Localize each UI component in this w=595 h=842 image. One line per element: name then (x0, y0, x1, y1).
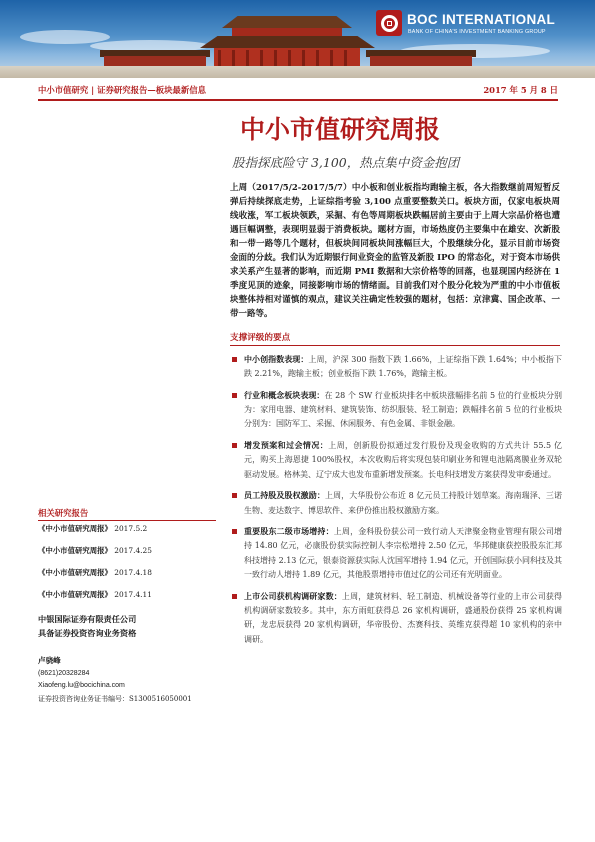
analyst-contact (38, 668, 125, 692)
certificate-number: 证券投资咨询业务证书编号：S1300516050001 (38, 695, 192, 703)
related-report-date: 2017.4.11 (114, 590, 152, 600)
key-points-divider (230, 345, 560, 346)
key-points-list (230, 352, 562, 653)
header-banner-image (0, 0, 595, 78)
related-report-item[interactable] (38, 546, 152, 556)
key-points-heading: 支撑评级的要点 (230, 333, 291, 343)
brand-subtitle: BANK OF CHINA'S INVESTMENT BANKING GROUP (408, 29, 546, 35)
related-report-date: 2017.4.25 (114, 546, 152, 556)
related-report-item[interactable] (38, 590, 152, 600)
key-point-item (230, 524, 562, 582)
square-bullet-icon (232, 357, 237, 362)
related-report-title: 《中小市值研究周报》 (38, 568, 112, 578)
square-bullet-icon (232, 493, 237, 498)
related-report-item[interactable] (38, 568, 152, 578)
analyst-email[interactable]: Xiaofeng.lu@bocichina.com (38, 681, 125, 689)
company-qualification: 具备证券投资咨询业务资格 (38, 628, 137, 638)
related-reports-divider (38, 520, 216, 521)
related-report-date: 2017.4.18 (114, 568, 152, 578)
key-point-item (230, 438, 562, 482)
square-bullet-icon (232, 443, 237, 448)
square-bullet-icon (232, 594, 237, 599)
related-report-item[interactable] (38, 524, 152, 534)
report-subtitle: 股指探底险守 3,100，热点集中资金抱团 (232, 155, 460, 170)
key-point-item (230, 488, 562, 518)
key-point-text: 在 28 个 SW 行业板块排名中板块涨幅排名前 5 位的行业板块分别为：家用电器、建筑材料、建筑装饰、纺织服装、轻工制造；跌幅排名前 5 位的行业板块分别为：国防军工、采掘、休闲服务、有色金属、非银金融。 (244, 390, 562, 429)
header-divider (38, 99, 558, 101)
key-point-item (230, 388, 562, 432)
related-report-title: 《中小市值研究周报》 (38, 524, 112, 533)
report-title: 中小市值研究周报 (240, 115, 441, 144)
analyst-name: 卢骁峰 (38, 656, 61, 665)
key-point-lead: 行业和概念板块表现： (244, 389, 325, 400)
report-date: 2017 年 5 月 8 日 (483, 85, 558, 95)
key-point-lead: 重要股东二级市场增持： (244, 526, 334, 537)
key-point-item (230, 352, 562, 382)
brand-name: BOC INTERNATIONAL (407, 12, 556, 27)
key-point-lead: 上市公司获机构调研家数： (244, 590, 342, 601)
key-point-text: 上周，建筑材料、轻工制造、机械设备等行业的上市公司获得机构调研家数较多。其中，东方雨虹获得总 26 家机构调研，盛通股份获得 25 家机构调研，龙忠辰获得 20 家机构调研，华帝股份、杰赛科技、英维克获得超 10 家机构的亲中调研。 (244, 591, 563, 644)
square-bullet-icon (232, 529, 237, 534)
company-name: 中银国际证券有限责任公司 (38, 614, 137, 624)
related-report-title: 《中小市值研究周报》 (38, 546, 112, 556)
related-report-date: 2017.5.2 (114, 524, 148, 533)
square-bullet-icon (232, 393, 237, 398)
analyst-phone: (8621)20328284 (38, 670, 90, 677)
related-reports-list (38, 524, 152, 612)
summary-paragraph: 上周（2017/5/2-2017/5/7）中小板和创业板指均跑输主板，各大指数继前周短暂反弹后持续探底走势，上证综指考验 3,100 点重要整数关口。板块方面，仅家电板块周线收涨，军工板块领跌，采掘、有色等周期板块跌幅居前主要由于上周大宗品价格也遭遇巨幅调整，表现明显弱于消费板块。题材方面，市场热度仍主要集中在雄安、次新股和一带一路等几个题材，但板块间同板块间涨幅巨大，个股继续分化，显示目前市场资金面的分歧。我们认为近期银行间业资金的监管及新股 IPO 的常态化，对于资本市场供求关系产生显著的影响，而近期 PMI 数据和大宗价格等的回落，也显现国内经济在 1 季度见顶的迹象，同接影响市场的情绪面。目前我们对个股分化较为严重的中小市值板块整体持相对谨慎的观点，建议关注确定性较强的题材，包括：京津冀、国企改革、一带一路等。 (230, 183, 560, 319)
report-category-bar (38, 84, 558, 98)
key-point-item (230, 589, 562, 647)
key-point-lead: 增发预案和过会情况： (244, 440, 329, 451)
boc-logo-icon (376, 10, 402, 36)
key-point-text: 上周，沪深 300 指数下跌 1.66%，上证综指下跌 1.64%；中小板指下跌 2.21%，跑输主板；创业板指下跌 1.76%，跑输主板。 (244, 355, 562, 379)
company-block (38, 612, 136, 640)
report-category: 中小市值研究 | 证券研究报告—板块最新信息 (38, 85, 207, 95)
related-reports-heading: 相关研究报告 (38, 508, 89, 518)
related-report-title: 《中小市值研究周报》 (38, 590, 112, 600)
key-point-lead: 员工持股及股权激励： (244, 490, 325, 501)
key-point-text: 上周，大华股份公布近 8 亿元员工持股计划草案。海南瑞泽、三诺生物、麦达数字、博思软件、来伊份推出股权激励方案。 (244, 491, 562, 515)
key-point-text: 上周，金科股份获公司一致行动人天津聚金物业管理有限公司增持 14.80 亿元，必康股份获实际控制人李宗松增持 2.50 亿元，华邦健康获控股股东汇邦科技增持 2.13 亿元，银泰资源获实际人沈国军增持 1.94 亿元，开创国际获小同科技及其一致行动人增持 1.89 亿元，其他股票增持市值过亿的公司还有光明面业。 (244, 527, 563, 580)
key-point-lead: 中小创指数表现： (244, 354, 309, 364)
key-point-text: 上周，创新股份拟通过发行股份及现金收购的方式共计 55.5 亿元，购买上海恩捷 100%股权，本次收购后将实现包装印刷业务和锂电池隔离膜业务双轮驱动发展。格林美、辽宁成大也发布重新增发预案。长电科技增发方案获得发审委通过。 (244, 441, 562, 479)
